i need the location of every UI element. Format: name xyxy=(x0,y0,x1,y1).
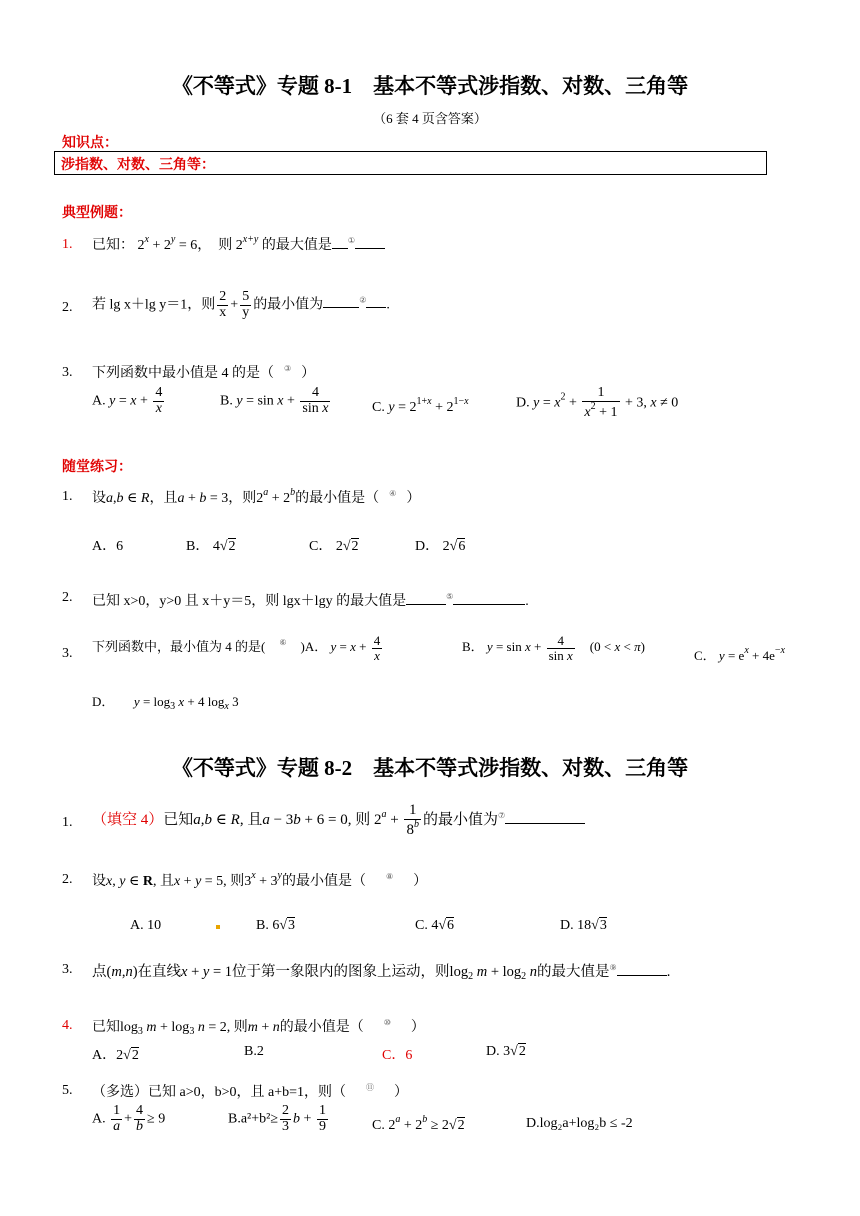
practice-3-option-c: C． $y = e^x + 4e^{-x}$ xyxy=(694,645,785,663)
answer-mark-4: ④ xyxy=(389,489,397,498)
example-3-option-b: B. y = sin x + $\frac{4}{\text{sin x}}$ xyxy=(220,385,329,416)
example-2-post: 的最小值为 xyxy=(253,297,324,313)
example-1-post: 的最大值是 xyxy=(258,238,332,253)
set2-q2-option-d: D. 18√3 xyxy=(560,918,607,933)
practice-1-option-d: D． 2√6 xyxy=(415,539,466,554)
example-1-number: 1. xyxy=(62,237,73,252)
practice-1-number: 1. xyxy=(62,489,73,504)
example-3-option-c: C. $y = 2^{1+x} + 2^{1-x}$ xyxy=(372,396,469,415)
practice-3-option-b: B． y = sin x + $\frac{4}{\text{sin x}}$ (0 < x < π) xyxy=(462,633,645,663)
practice-1-option-a: A．6 xyxy=(92,539,124,554)
example-3-option-d: D. $y = x^2$ + $\frac{1}{x^2 + 1}$ + 3, x ≠ 0 xyxy=(516,385,679,420)
example-2: 若 lg x＋lg y＝1，则 $\frac{2}{x}$ + $\frac{5}{y}$ 的最小值为 ② . xyxy=(92,289,390,320)
set2-q2-option-b: B. 6√3 xyxy=(256,918,296,933)
set2-q1-tag: （填空 4） xyxy=(92,812,164,829)
set2-q4-option-a: A．2√2 xyxy=(92,1048,139,1063)
example-3-number: 3. xyxy=(62,365,73,380)
knowledge-label: 知识点： xyxy=(62,135,118,151)
practice-1-option-b: B． 4√2 xyxy=(186,539,236,554)
answer-mark-3: ③ xyxy=(284,364,292,373)
set2-q2-option-a: A. 10 xyxy=(130,918,162,933)
example-2-pre: 若 lg x＋lg y＝1，则 xyxy=(92,297,216,313)
answer-mark-8: ⑧ xyxy=(386,872,394,881)
page-title-2: 《不等式》专题 8-2 基本不等式涉指数、对数、三角等 xyxy=(171,756,689,780)
answer-mark-1: ① xyxy=(347,236,356,245)
answer-mark-9: ⑨ xyxy=(609,963,617,972)
answer-mark-7: ⑦ xyxy=(497,811,506,821)
answer-mark-5: ⑤ xyxy=(446,592,454,601)
practice-2-number: 2. xyxy=(62,590,73,605)
examples-label: 典型例题： xyxy=(62,205,132,221)
answer-mark-6: ⑥ xyxy=(279,638,287,648)
set2-q5-option-a: A. $\frac{1}{a}$ + $\frac{4}{b}$ ≥ 9 xyxy=(92,1103,166,1134)
decorative-dot xyxy=(216,925,220,929)
practice-1-stem: 设a,b ∈ R，且a + b = 3，则$2^a + 2^b$的最小值是（ ④ ） xyxy=(92,487,421,506)
set2-q2-number: 2. xyxy=(62,872,73,887)
set2-q5-option-d: D.log₂a+log₂b ≤ -2 xyxy=(526,1116,633,1131)
practice-3-stem: 下列函数中，最小值为 4 的是( ⑥ )A． y = x + $\frac{4}{x}$ xyxy=(92,633,381,663)
set2-q2-option-c: C. 4√6 xyxy=(415,918,455,933)
example-1-formula: $2^x + 2^y = 6$ xyxy=(137,234,198,253)
set2-q3-number: 3. xyxy=(62,962,73,977)
answer-mark-11: ⑪ xyxy=(366,1083,375,1092)
set2-q5-stem: （多选）已知 a>0，b>0，且 a+b=1，则（ ⑪ ） xyxy=(92,1083,409,1100)
example-1: 已知： $2^x + 2^y = 6$， 则 $2^{x+y}$ 的最大值是 ① xyxy=(92,234,385,254)
set2-q1-stem: （填空 4）已知a,b ∈ R, 且a − 3b + 6 = 0, 则 $2^a$ + $\frac{1}{8^b}$ 的最小值为⑦ xyxy=(92,803,585,839)
set2-q1-number: 1. xyxy=(62,815,73,830)
example-1-pre: 已知： xyxy=(92,238,134,253)
set2-q4-option-c: C．6 xyxy=(382,1048,413,1063)
set2-q5-number: 5. xyxy=(62,1083,73,1098)
set2-q4-option-d: D. 3√2 xyxy=(486,1044,526,1059)
practice-3-option-d: D． $y = \log_3 x + 4$ $\log_x 3$ xyxy=(92,694,239,712)
example-3-option-a: A. y = x + $\frac{4}{x}$ xyxy=(92,385,163,416)
example-2-number: 2. xyxy=(62,300,73,315)
fraction-2-over-x: $\frac{2}{x}$ xyxy=(219,289,227,320)
knowledge-box xyxy=(54,151,767,175)
practice-2-stem: 已知 x>0，y>0 且 x＋y＝5，则 lgx＋lgy 的最大值是 ⑤ . xyxy=(92,592,529,609)
set2-q2-stem: 设x, y ∈ R, 且x + y = 5, 则$3^x + 3^y$的最小值是（ ⑧ ） xyxy=(92,870,428,889)
answer-mark-10: ⑩ xyxy=(383,1018,391,1027)
practice-1-option-c: C． 2√2 xyxy=(309,539,359,554)
set2-q5-option-b: B.a²+b²≥ $\frac{2}{3}$ b + $\frac{1}{9}$ xyxy=(228,1103,326,1134)
fraction-5-over-y: $\frac{5}{y}$ xyxy=(242,289,250,320)
example-1-mid: ， 则 xyxy=(197,238,236,253)
example-3-stem: 下列函数中最小值是 4 的是（ ③ ） xyxy=(92,364,316,381)
subtitle: （6 套 4 页含答案） xyxy=(373,111,487,126)
set2-q5-option-c: C. $2^a + 2^b \ge 2√2$ xyxy=(372,1114,465,1133)
set2-q4-number: 4. xyxy=(62,1018,73,1033)
practice-label: 随堂练习： xyxy=(62,459,132,475)
page-title-1: 《不等式》专题 8-1 基本不等式涉指数、对数、三角等 xyxy=(171,74,689,98)
practice-3-number: 3. xyxy=(62,646,73,661)
set2-q4-option-b: B.2 xyxy=(244,1044,264,1059)
knowledge-box-text: 涉指数、对数、三角等： xyxy=(61,157,215,173)
set2-q3-stem: 点(m,n)在直线x + y = 1位于第一象限内的图象上运动，则$\log_2 m + \log_2 n$的最大值是⑨ . xyxy=(92,963,671,982)
answer-mark-2: ② xyxy=(359,295,367,305)
set2-q4-stem: 已知$\log_3 m + \log_3 n = 2$, 则m + n的最小值是（ ⑩ ） xyxy=(92,1018,425,1037)
